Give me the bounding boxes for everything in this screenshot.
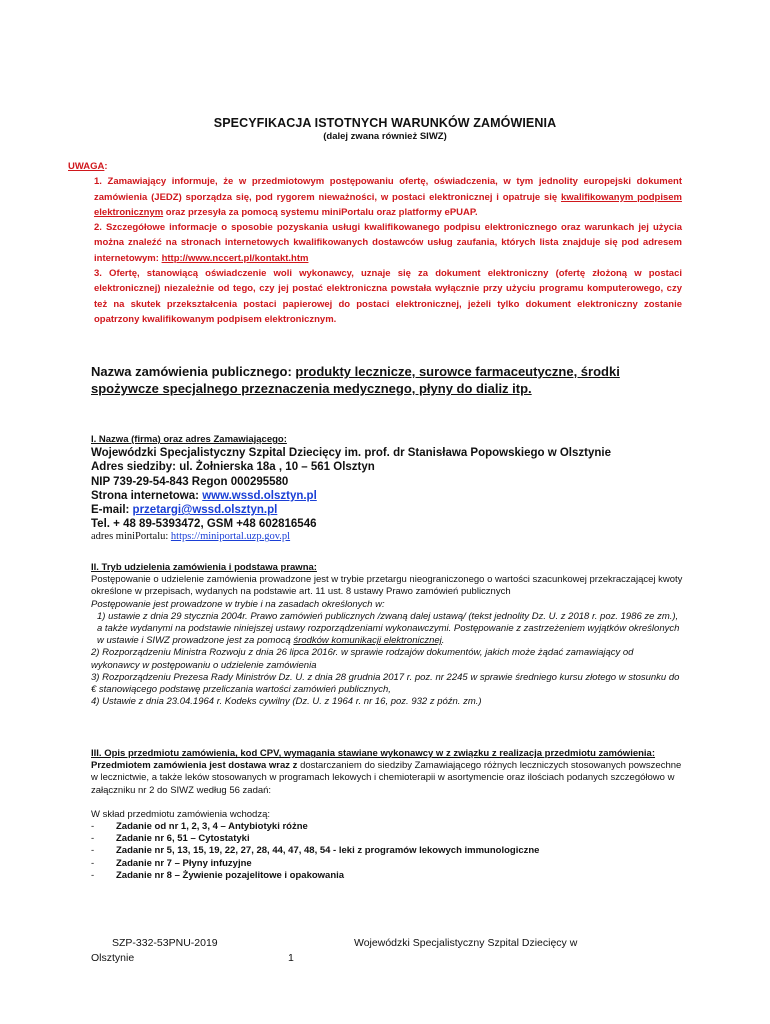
footer-hospital: Wojewódzki Specjalistyczny Szpital Dziecięcy w — [354, 937, 578, 949]
section-2-paragraph-5: 3) Rozporządzeniu Prezesa Rady Ministrów Dz. U. z dnia 28 grudnia 2017 r. poz. nr 2245 w sprawie średniego kursu złotego w stosunku do € stanowiącego podstawę przeliczania wartości zamówień publicznych, — [91, 671, 680, 696]
public-order-name-label: Nazwa zamówienia publicznego: — [91, 364, 296, 379]
section-3-paragraph-2: W skład przedmiotu zamówienia wchodzą: — [91, 808, 270, 820]
section-1 — [91, 434, 683, 544]
footer-page-number: 1 — [288, 952, 294, 964]
hospital-name: Wojewódzki Specjalistyczny Szpital Dziecięcy im. prof. dr Stanisława Popowskiego w Olsztynie — [91, 447, 611, 460]
warning-item-2-text: 2. Szczegółowe informacje o sposobie pozyskania usługi kwalifikowanego podpisu elektronicznego oraz warunkach jej użycia można znaleźć na stronach internetowych kwalifikowanych dostawców usług zaufania, których lista znajduje się pod adresem internetowym: — [94, 222, 682, 264]
website-label: Strona internetowa: — [91, 489, 203, 502]
section-2-paragraph-3-end: . — [441, 635, 445, 647]
phone-line: Tel. + 48 89-5393472, GSM +48 602816546 — [91, 518, 317, 531]
section-2-paragraph-1: Postępowanie o udzielenie zamówienia prowadzone jest w trybie przetargu nieograniczonego o wartości szacunkowej przekraczającej kwoty określone w przepisach, wydanych na podstawie art. 11 ust. 8 ustawy Prawo zamówień publicznych — [91, 574, 683, 598]
section-2-paragraph-4: 2) Rozporządzeniu Ministra Rozwoju z dnia 26 lipca 2016r. w sprawie rodzajów dokumentów, jakich może żądać zamawiający od wykonawcy w postępowaniu o udzielenie zamówienia — [91, 647, 634, 671]
section-3-paragraph-1 — [91, 760, 683, 797]
email-link[interactable]: przetargi@wssd.olsztyn.pl — [132, 504, 278, 517]
nip-regon: NIP 739-29-54-843 Regon 000295580 — [91, 475, 289, 488]
warning-colon: : — [104, 161, 108, 172]
website-link[interactable]: www.wssd.olsztyn.pl — [202, 489, 317, 502]
section-3-paragraph-1-bold: Przedmiotem zamówienia jest dostawa wraz z — [91, 760, 301, 772]
website-line — [91, 489, 683, 503]
section-2-paragraph-2: Postępowanie jest prowadzone w trybie i na zasadach określonych w: — [91, 598, 385, 610]
footer-code: SZP-332-53PNU-2019 — [112, 937, 218, 949]
list-item: - Zadanie nr 5, 13, 15, 19, 22, 27, 28, 44, 47, 48, 54 - leki z programów lekowych immunologiczne — [91, 845, 683, 857]
warning-item-1-text-a: 1. Zamawiający informuje, że w przedmiotowym postępowaniu ofertę, oświadczenia, w tym jednolity europejski dokument zamówienia (JEDZ) sporządza się, pod rygorem nieważności, w postaci elektronicznej i opatruje się — [94, 176, 682, 203]
section-1-heading: I. Nazwa (firma) oraz adres Zamawiającego: — [91, 434, 287, 445]
email-label: E-mail: — [91, 504, 133, 517]
section-2-heading: II. Tryb udzielenia zamówienia i podstawa prawna: — [91, 562, 317, 573]
miniportal-line — [91, 531, 683, 543]
miniportal-link[interactable]: https://miniportal.uzp.gov.pl — [170, 531, 291, 543]
warning-item-1 — [68, 174, 682, 220]
task-list — [91, 821, 683, 882]
warning-heading — [68, 159, 682, 174]
list-item: - Zadanie nr 7 – Płyny infuzyjne — [91, 858, 683, 870]
section-3 — [91, 748, 683, 882]
public-order-name-value: produkty lecznicze, surowce farmaceutyczne, środki spożywcze specjalnego przeznaczenia medycznego, płyny do dializ itp. — [91, 364, 620, 396]
section-2 — [91, 562, 683, 708]
section-2-paragraph-6: 4) Ustawie z dnia 23.04.1964 r. Kodeks cywilny (Dz. U. z 1964 r. nr 16, poz. 932 z późn. zm.) — [91, 696, 482, 708]
document-subtitle: (dalej zwana również SIWZ) — [323, 131, 447, 142]
warning-label: UWAGA — [68, 161, 105, 172]
warning-item-1-text-b: oraz przesyła za pomocą systemu miniPortalu oraz platformy ePUAP. — [163, 206, 478, 218]
public-order-name — [91, 363, 683, 397]
hospital-address: Adres siedziby: ul. Żołnierska 18a , 10 – 561 Olsztyn — [91, 461, 375, 474]
warning-item-2 — [68, 220, 682, 266]
list-item: - Zadanie od nr 1, 2, 3, 4 – Antybiotyki różne — [91, 821, 683, 833]
spacer — [91, 797, 683, 809]
section-3-paragraph-1-text: dostarczaniem do siedziby Zamawiającego różnych leczniczych stosowanych powszechne w lecznictwie, a także leków stosowanych w programach lekowych i chemioterapii w asortymencie oraz ilościach podanych szczegółowo w załączniku nr 2 do SIWZ według 56 zadań: — [91, 760, 682, 796]
warning-block — [68, 159, 682, 327]
nccert-link[interactable]: http://www.nccert.pl/kontakt.htm — [161, 252, 309, 264]
warning-item-1-underlined: kwalifikowanym podpisem elektronicznym — [94, 191, 682, 218]
list-item: - Zadanie nr 8 – Żywienie pozajelitowe i opakowania — [91, 870, 683, 882]
section-2-paragraph-3 — [91, 611, 683, 648]
document-title: SPECYFIKACJA ISTOTNYCH WARUNKÓW ZAMÓWIENIA — [213, 116, 557, 130]
list-item: - Zadanie nr 6, 51 – Cytostatyki — [91, 833, 683, 845]
email-line — [91, 503, 683, 517]
warning-item-3: 3. Ofertę, stanowiącą oświadczenie woli wykonawcy, uznaje się za dokument elektroniczny (ofertę złożoną w postaci elektronicznej) niezależnie od tego, czy jej postać elektroniczna powstała wyłącznie przy użyciu programu komputerowego, czy też na skutek przekształcenia postaci papierowej do postaci elektronicznej, jeżeli tylko dokument elektroniczny zostanie opatrzony kwalifikowanym podpisem elektronicznym. — [94, 268, 682, 325]
section-2-paragraph-3-underlined: środków komunikacji elektronicznej — [293, 635, 442, 647]
miniportal-label: adres miniPortalu: — [91, 531, 171, 543]
section-2-paragraph-3-text: 1) ustawie z dnia 29 stycznia 2004r. Prawo zamówień publicznych /zwaną dalej ustawą/ (tekst jednolity Dz. U. z 2018 r. poz. 1986 ze zm.), a także wydanymi na podstawie niniejszej ustawy rozporządzeniami wykonawczymi. Postępowanie z zastrzeżeniem wyjątków określonych w ustawie i SIWZ prowadzone jest za pomocą — [97, 610, 680, 647]
footer-city: Olsztynie — [91, 952, 135, 964]
section-3-heading: III. Opis przedmiotu zamówienia, kod CPV, wymagania stawiane wykonawcy w z związku z realizacja przedmiotu zamówienia: — [91, 748, 656, 759]
